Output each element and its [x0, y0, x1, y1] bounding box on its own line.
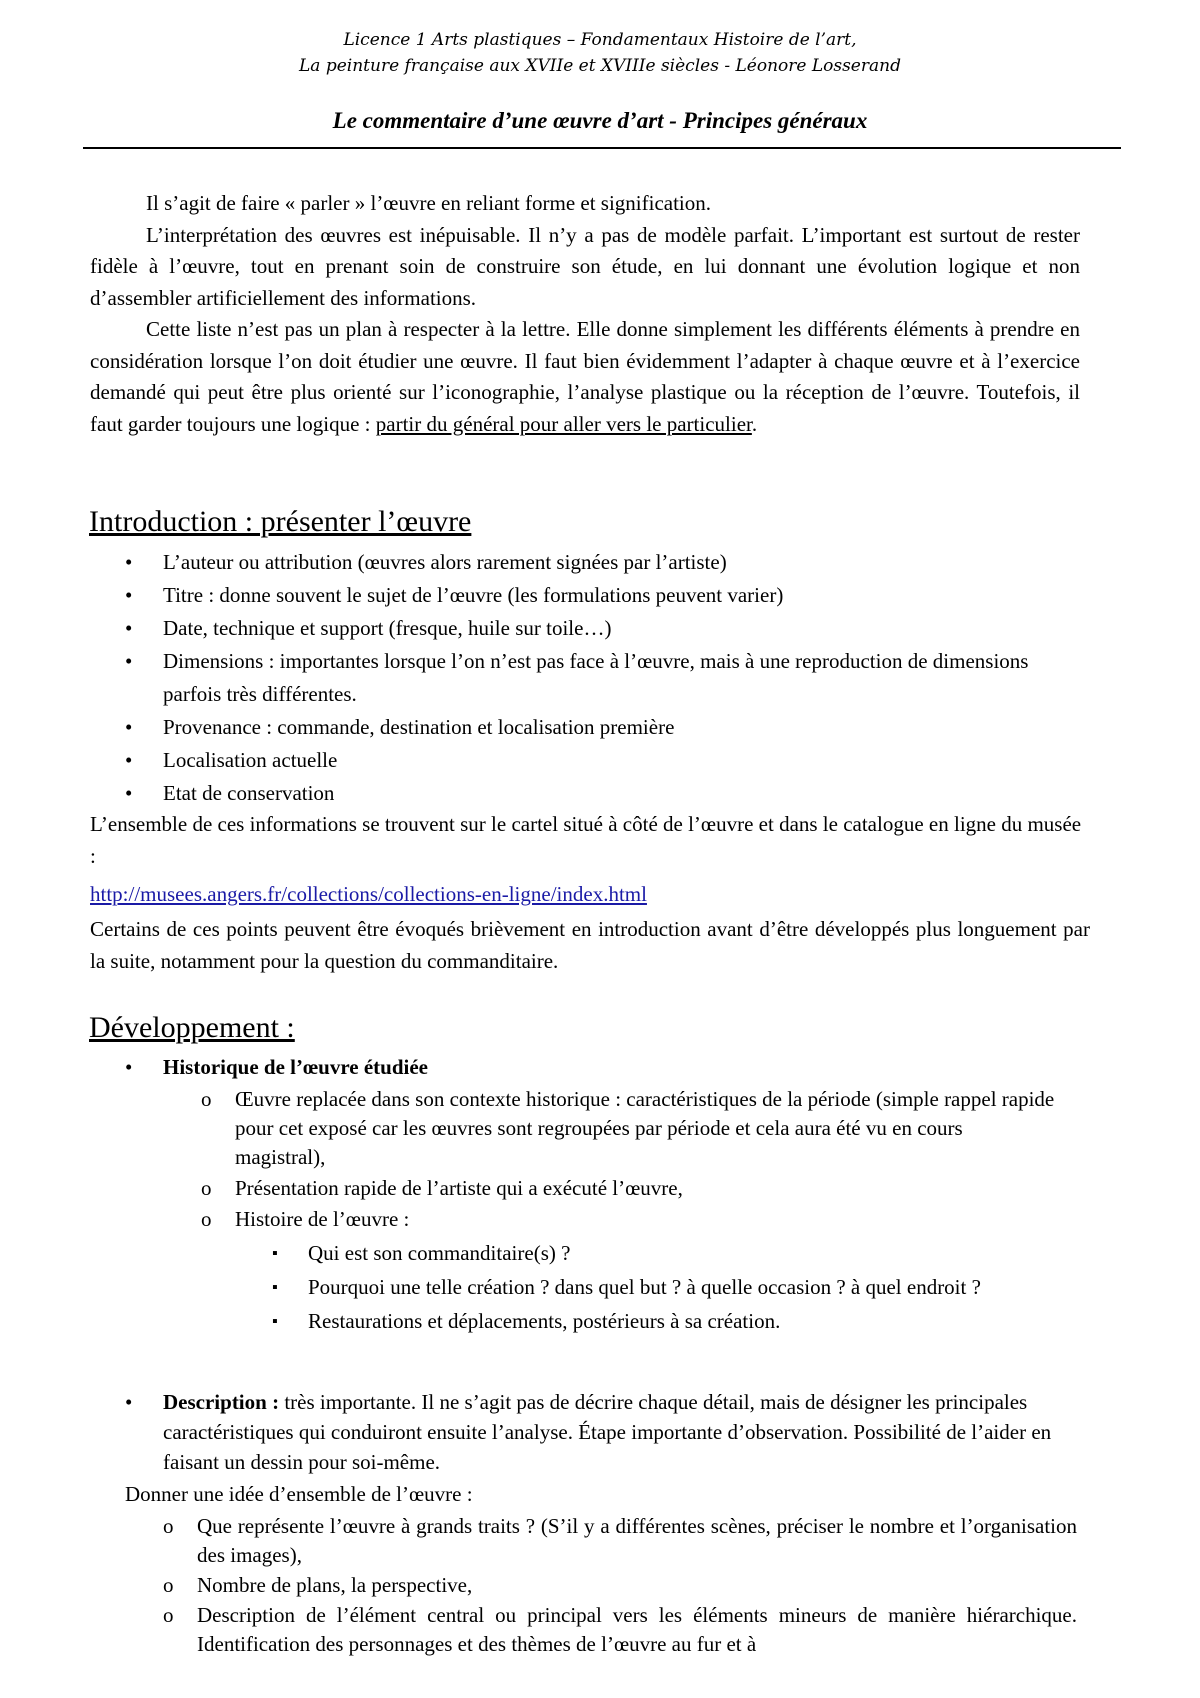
list-item-text: Date, technique et support (fresque, huile sur toile…): [163, 616, 612, 640]
square-bullet-glyph: ▪: [272, 1245, 278, 1262]
list-item-text: Provenance : commande, destination et localisation première: [163, 715, 675, 739]
intro-paragraph-2: L’interprétation des œuvres est inépuisable. Il n’y a pas de modèle parfait. L’important est surtout de rester fidèle à l’œuvre, tout en prenant soin de construire son étude, en lui donnant une évolution logique et non d’assembler artificiellement des informations.: [90, 222, 1080, 310]
list-item-text: Histoire de l’œuvre :: [235, 1207, 410, 1231]
intro-paragraph-3: [90, 314, 1080, 440]
list-item-text: Pourquoi une telle création ? dans quel but ? à quelle occasion ? à quel endroit ?: [308, 1275, 981, 1299]
bullet-glyph: •: [125, 583, 133, 607]
bullet-glyph: •: [125, 616, 133, 640]
description-lead: Donner une idée d’ensemble de l’œuvre :: [125, 1482, 473, 1506]
list-item: [201, 1174, 1055, 1203]
document-title: Le commentaire d’une œuvre d’art - Principes généraux: [332, 108, 868, 133]
header-line-1: Licence 1 Arts plastiques – Fondamentaux Histoire de l’art,: [343, 30, 857, 50]
historique-row: [125, 1052, 1083, 1082]
circle-bullet-glyph: o: [163, 1603, 174, 1627]
list-item-text: Localisation actuelle: [163, 748, 338, 772]
list-item: [125, 546, 1083, 579]
list-item: [163, 1512, 1077, 1570]
description-text: [163, 1387, 1083, 1477]
list-item: [125, 579, 1083, 612]
bullet-glyph: •: [125, 649, 133, 673]
bullet-glyph: •: [125, 781, 133, 805]
intro-paragraph-3-end: .: [751, 411, 758, 436]
list-item-text: Restaurations et déplacements, postérieurs à sa création.: [308, 1309, 781, 1333]
list-item-text: Etat de conservation: [163, 781, 335, 805]
title-rule: [83, 147, 1121, 149]
list-item: [272, 1241, 1068, 1266]
circle-bullet-glyph: o: [163, 1573, 174, 1597]
circle-bullet-glyph: o: [201, 1087, 212, 1111]
bullet-glyph: •: [125, 748, 133, 772]
section-heading-developpement: Développement :: [89, 1011, 295, 1044]
list-item: [201, 1085, 1055, 1172]
list-item-text: Œuvre replacée dans son contexte historique : caractéristiques de la période (simple rappel rapide pour cet exposé car les œuvres sont regroupées par période et cela aura été vu en cours magistral),: [235, 1087, 1055, 1169]
list-item: [201, 1205, 1055, 1234]
introduction-after-list: L’ensemble de ces informations se trouvent sur le cartel situé à côté de l’œuvre et dans le catalogue en ligne du musée :: [90, 812, 1082, 868]
introduction-closing-text: Certains de ces points peuvent être évoqués brièvement en introduction avant d’être développés plus longuement par la suite, notamment pour la question du commanditaire.: [90, 917, 1090, 973]
list-item-text: Nombre de plans, la perspective,: [197, 1573, 473, 1597]
list-item: [163, 1601, 1077, 1659]
museum-catalogue-link[interactable]: [90, 878, 1080, 910]
description-sublist: [163, 1512, 1077, 1659]
header-line-2: La peinture française aux XVIIe et XVIIIe siècles - Léonore Losserand: [299, 56, 901, 76]
description-item: [125, 1387, 1083, 1477]
description-body: très importante. Il ne s’agit pas de décrire chaque détail, mais de désigner les principales caractéristiques qui conduiront ensuite l’analyse. Étape importante d’observation. Possibilité de l’aider en faisant un dessin pour soi-même.: [163, 1390, 1052, 1474]
list-item: [125, 777, 1083, 810]
intro-paragraph-1: Il s’agit de faire « parler » l’œuvre en reliant forme et signification.: [146, 191, 712, 215]
list-item: [125, 645, 1083, 711]
bullet-glyph: •: [125, 1390, 133, 1414]
intro-block: [90, 188, 1080, 440]
list-item-text: Description de l’élément central ou principal vers les éléments mineurs de manière hiérarchique. Identification des personnages et des thèmes de l’œuvre au fur et à: [197, 1603, 1077, 1656]
list-item-text: Qui est son commanditaire(s) ?: [308, 1241, 571, 1265]
square-bullet-glyph: ▪: [272, 1313, 278, 1330]
list-item-text: Dimensions : importantes lorsque l’on n’est pas face à l’œuvre, mais à une reproduction de dimensions parfois très différentes.: [163, 649, 1029, 706]
intro-paragraph-3-text: Cette liste n’est pas un plan à respecter à la lettre. Elle donne simplement les différents éléments à prendre en considération lorsque l’on doit étudier une œuvre. Il faut bien évidemment l’adapter à chaque œuvre et à l’exercice demandé qui peut être plus orienté sur l’iconographie, l’analyse plastique ou la réception de l’œuvre. Toutefois, il faut garder toujours une logique :: [90, 317, 1080, 436]
list-item-text: Que représente l’œuvre à grands traits ? (S’il y a différentes scènes, préciser le nombre et l’organisation des images),: [197, 1514, 1077, 1567]
historique-label: Historique de l’œuvre étudiée: [163, 1055, 429, 1079]
list-item: [272, 1275, 1068, 1300]
description-label: Description :: [163, 1390, 280, 1414]
bullet-glyph: •: [125, 550, 133, 574]
list-item-text: Présentation rapide de l’artiste qui a exécuté l’œuvre,: [235, 1176, 683, 1200]
intro-paragraph-3-underlined: partir du général pour aller vers le particulier: [375, 411, 752, 436]
list-item-text: L’auteur ou attribution (œuvres alors rarement signées par l’artiste): [163, 550, 727, 574]
bullet-glyph: •: [125, 1055, 133, 1079]
circle-bullet-glyph: o: [163, 1514, 174, 1538]
museum-catalogue-link-text[interactable]: http://musees.angers.fr/collections/collections-en-ligne/index.html: [90, 882, 647, 906]
list-item: [125, 612, 1083, 645]
description-row: [125, 1387, 1083, 1477]
list-item-text: Titre : donne souvent le sujet de l’œuvre (les formulations peuvent varier): [163, 583, 784, 607]
list-item: [125, 711, 1083, 744]
section-heading-introduction: Introduction : présenter l’œuvre: [89, 505, 472, 538]
circle-bullet-glyph: o: [201, 1176, 212, 1200]
bullet-glyph: •: [125, 715, 133, 739]
historique-sublist: [201, 1085, 1055, 1234]
list-item: [125, 744, 1083, 777]
square-bullet-glyph: ▪: [272, 1279, 278, 1296]
list-item: [272, 1309, 1068, 1334]
circle-bullet-glyph: o: [201, 1207, 212, 1231]
historique-item: [125, 1052, 1083, 1082]
list-item: [163, 1571, 1077, 1600]
introduction-closing: [90, 913, 1090, 977]
introduction-list: [125, 546, 1083, 810]
historique-subsublist: [272, 1241, 1068, 1334]
